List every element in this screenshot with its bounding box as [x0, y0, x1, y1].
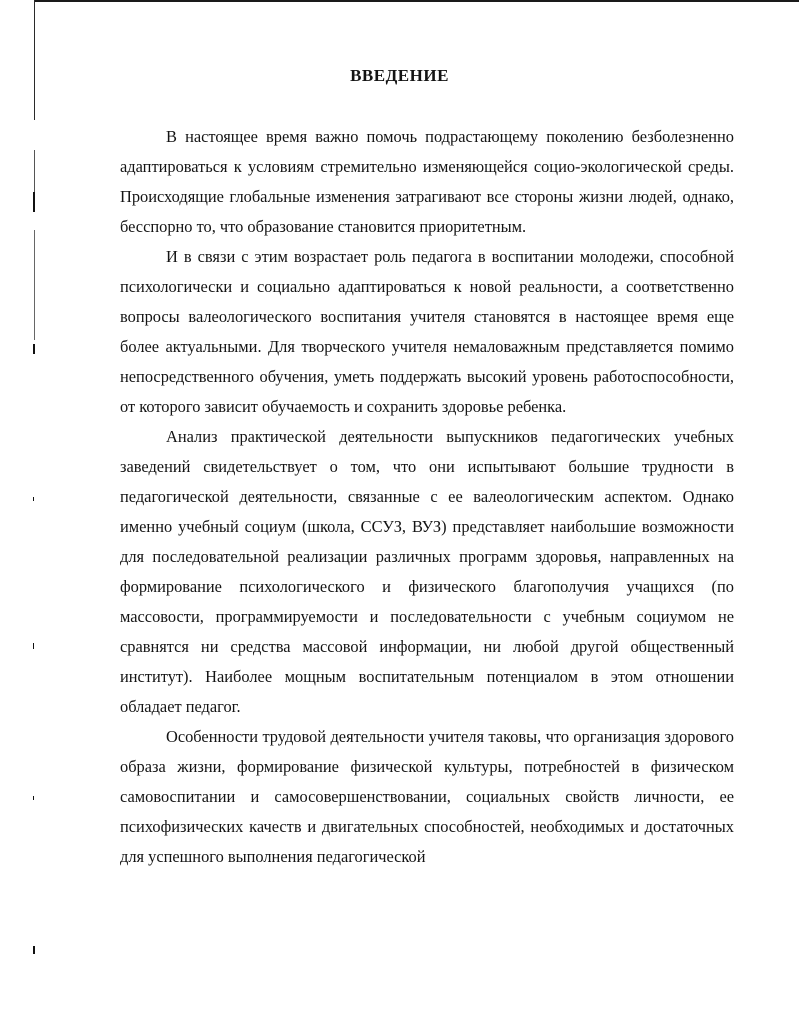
scan-mark	[33, 946, 35, 954]
page-title: ВВЕДЕНИЕ	[350, 66, 449, 85]
scan-mark	[33, 192, 35, 212]
paragraph: Анализ практической деятельности выпускников педагогических учебных заведений свидетельствует о том, что они испытывают большие трудности в педагогической деятельности, связанные с ее валеологическим аспектом. Однако именно учебный социум (школа, ССУЗ, ВУЗ) представляет наибольшие возможности для последовательной реализации различных программ здоровья, направленных на формирование психологического и физического благополучия учащихся (по массовости, программируемости и последовательности с учебным социумом не сравнятся ни средства массовой информации, ни любой другой общественный институт). Наиболее мощным воспитательным потенциалом в этом отношении обладает педагог.	[120, 427, 734, 716]
scan-mark	[33, 497, 34, 501]
scan-edge-left-segment	[34, 230, 35, 340]
scan-mark	[33, 796, 34, 800]
scan-mark	[33, 643, 34, 649]
paragraph: И в связи с этим возрастает роль педагога в воспитании молодежи, способной психологически и социально адаптироваться к новой реальности, а соответственно вопросы валеологического воспитания учителя становятся в настоящее время еще более актуальными. Для творческого учителя немаловажным представляется помимо непосредственного обучения, уметь поддержать высокий уровень работоспособности, от которого зависит обучаемость и сохранить здоровье ребенка.	[120, 247, 734, 416]
body-text	[120, 122, 734, 872]
scan-edge-top	[34, 0, 799, 2]
paragraph: В настоящее время важно помочь подрастающему поколению безболезненно адаптироваться к условиям стремительно изменяющейся социо-экологической среды. Происходящие глобальные изменения затрагивают все стороны жизни людей, однако, бесспорно то, что образование становится приоритетным.	[120, 127, 734, 236]
scan-edge-left	[34, 0, 35, 120]
scan-mark	[33, 344, 35, 354]
paragraph: Особенности трудовой деятельности учителя таковы, что организация здорового образа жизни, формирование физической культуры, потребностей в физическом самовоспитании и самосовершенствовании, социальных свойств личности, ее психофизических качеств и двигательных способностей, необходимых и достаточных для успешного выполнения педагогической	[120, 727, 734, 866]
